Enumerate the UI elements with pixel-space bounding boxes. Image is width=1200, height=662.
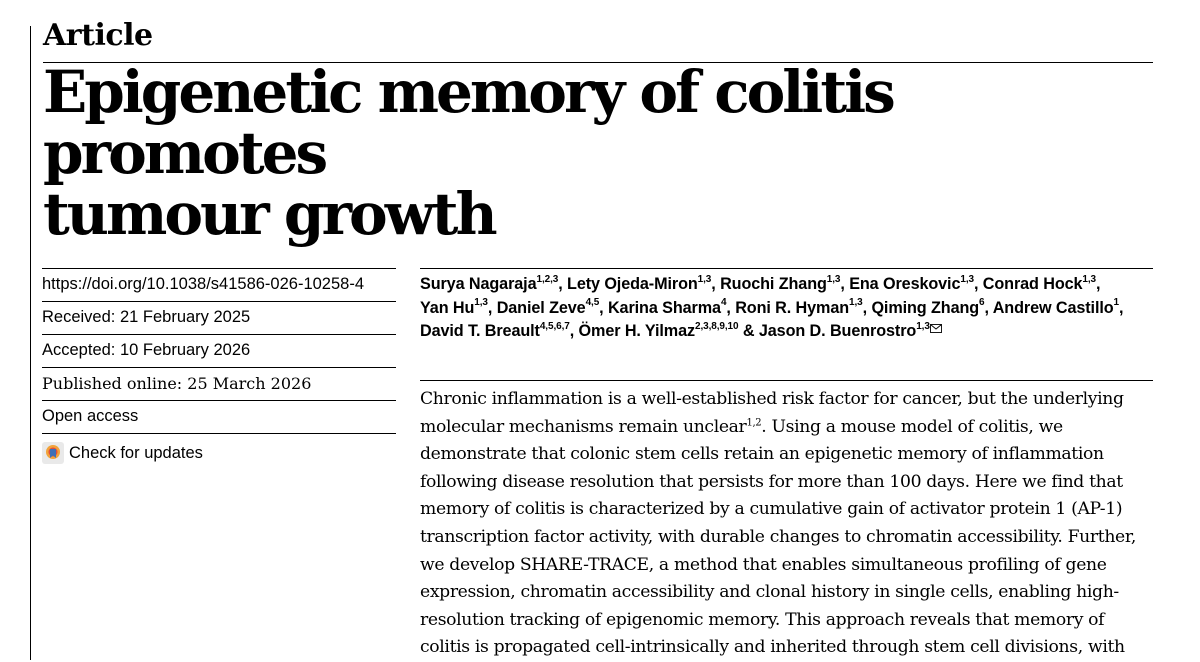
author-separator: , — [840, 275, 850, 293]
article-metadata-panel — [42, 268, 396, 464]
author-separator: , — [558, 275, 568, 293]
abstract-text: molecular mechanisms remain unclear — [420, 416, 747, 437]
author-affiliation: 1,3 — [1082, 273, 1097, 285]
author-name[interactable]: Surya Nagaraja — [420, 275, 537, 293]
abstract-line: following disease resolution that persists for more than 100 days. Here we find that — [420, 471, 1123, 492]
abstract-line: demonstrate that colonic stem cells retain an epigenetic memory of inflammation — [420, 444, 1104, 465]
author-affiliation: 1,3 — [849, 297, 863, 309]
author-separator: , — [1119, 298, 1124, 317]
citation-ref[interactable]: 1,2 — [746, 416, 762, 428]
author-name[interactable]: Andrew Castillo — [992, 298, 1114, 317]
envelope-icon[interactable] — [930, 324, 942, 333]
open-access-label: Open access — [42, 400, 396, 434]
author-affiliation: 1,3 — [916, 320, 930, 332]
author-separator: , — [569, 322, 579, 340]
author-name[interactable]: Karina Sharma — [607, 298, 721, 317]
check-for-updates-icon — [42, 442, 64, 464]
author-affiliation: 1 — [1113, 297, 1120, 309]
left-margin-rule — [30, 26, 31, 660]
accepted-date: Accepted: 10 February 2026 — [42, 334, 396, 367]
author-affiliation: 1,2,3 — [536, 273, 559, 285]
article-title — [43, 58, 1153, 248]
abstract-line: expression, chromatin accessibility and clonal history in single cells, enabling high- — [420, 582, 1119, 603]
article-type-label: Article — [43, 18, 153, 53]
author-name[interactable]: Lety Ojeda-Miron — [567, 275, 698, 293]
author-affiliation: 4,5,6,7 — [539, 320, 570, 332]
author-separator: , — [599, 298, 608, 317]
author-separator: , — [862, 298, 872, 317]
author-name[interactable]: Roni R. Hyman — [735, 298, 850, 317]
abstract-line — [420, 414, 1153, 442]
abstract — [420, 380, 1153, 662]
doi-link[interactable]: https://doi.org/10.1038/s41586-026-10258-4 — [42, 268, 396, 301]
author-separator: , — [984, 298, 993, 317]
abstract-line: transcription factor activity, with durable changes to chromatin accessibility. Further, — [420, 526, 1136, 547]
author-affiliation: 4,5 — [585, 297, 600, 309]
author-name[interactable]: Ena Oreskovic — [849, 275, 961, 293]
author-affiliation: 1,3 — [474, 297, 488, 309]
author-affiliation: 1,3 — [960, 273, 974, 285]
author-separator: , — [711, 275, 721, 293]
abstract-line: resolution tracking of epigenomic memory. This approach reveals that memory of — [420, 609, 1105, 630]
author-affiliation: 1,3 — [697, 273, 712, 285]
author-list — [420, 268, 1153, 344]
author-separator: & — [738, 322, 759, 340]
abstract-text: . Using a mouse model of colitis, we — [761, 416, 1063, 437]
author-name[interactable]: Jason D. Buenrostro — [758, 322, 917, 340]
received-date: Received: 21 February 2025 — [42, 301, 396, 334]
author-name[interactable]: Daniel Zeve — [496, 298, 586, 317]
title-line: tumour growth — [43, 180, 495, 248]
abstract-line: we develop SHARE-TRACE, a method that enables simultaneous profiling of gene — [420, 554, 1107, 575]
author-name[interactable]: Conrad Hock — [982, 275, 1083, 293]
abstract-line: colitis is propagated cell-intrinsically and inherited through stem cell divisions, with — [420, 637, 1125, 658]
author-name[interactable]: Ömer H. Yilmaz — [578, 322, 695, 340]
author-affiliation: 6 — [979, 297, 985, 309]
published-date: Published online: 25 March 2026 — [42, 367, 396, 400]
author-separator: , — [1096, 275, 1101, 293]
abstract-line: memory of colitis is characterized by a cumulative gain of activator protein 1 (AP-1) — [420, 499, 1123, 520]
check-for-updates-label: Check for updates — [69, 443, 203, 462]
check-for-updates-button[interactable] — [42, 434, 396, 464]
author-name[interactable]: Qiming Zhang — [871, 298, 980, 317]
author-separator: , — [726, 298, 736, 317]
author-affiliation: 2,3,8,9,10 — [695, 320, 739, 332]
abstract-line: Chronic inflammation is a well-established risk factor for cancer, but the underlying — [420, 389, 1124, 409]
author-name[interactable]: David T. Breault — [420, 322, 540, 340]
author-name[interactable]: Yan Hu — [420, 298, 475, 317]
author-separator: , — [487, 298, 497, 317]
author-affiliation: 4 — [720, 297, 727, 309]
author-name[interactable]: Ruochi Zhang — [720, 275, 827, 293]
title-line: Epigenetic memory of colitis promotes — [43, 58, 893, 187]
author-separator: , — [973, 275, 983, 293]
author-affiliation: 1,3 — [826, 273, 841, 285]
